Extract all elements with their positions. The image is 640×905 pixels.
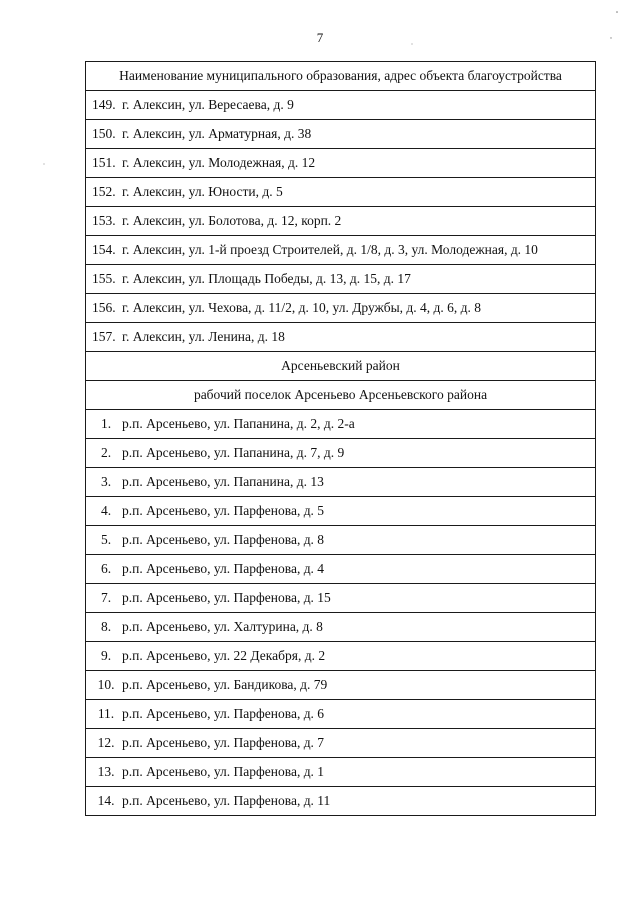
row-address: г. Алексин, ул. Болотова, д. 12, корп. 2 [122, 213, 342, 228]
table-row [86, 787, 596, 816]
row-number: 5. [100, 532, 112, 547]
row-number: 154. [92, 242, 116, 257]
row-number: 2. [100, 445, 112, 460]
row-number: 155. [92, 271, 116, 286]
row-address: г. Алексин, ул. Ленина, д. 18 [122, 329, 285, 344]
row-number: 3. [100, 474, 112, 489]
row-number: 149. [92, 97, 116, 112]
row-number: 11. [97, 706, 115, 721]
row-number: 157. [92, 329, 116, 344]
row-number: 150. [92, 126, 116, 141]
table-row [86, 729, 596, 758]
row-address: р.п. Арсеньево, ул. Папанина, д. 13 [122, 474, 324, 489]
row-address: р.п. Арсеньево, ул. Парфенова, д. 7 [122, 735, 325, 750]
row-number: 8. [100, 619, 112, 634]
row-number: 9. [100, 648, 112, 663]
table-row [86, 410, 596, 439]
scan-speck [43, 163, 44, 164]
table-row [86, 497, 596, 526]
row-number: 6. [100, 561, 112, 576]
row-address: р.п. Арсеньево, ул. Парфенова, д. 15 [122, 590, 331, 605]
table-row [86, 323, 596, 352]
row-address: р.п. Арсеньево, ул. Бандикова, д. 79 [122, 677, 328, 692]
objects-table [85, 61, 596, 816]
row-address: р.п. Арсеньево, ул. Папанина, д. 2, д. 2-а [122, 416, 355, 431]
row-number: 152. [92, 184, 116, 199]
table-row [86, 149, 596, 178]
table-row [86, 584, 596, 613]
table-row [86, 642, 596, 671]
row-address: р.п. Арсеньево, ул. 22 Декабря, д. 2 [122, 648, 326, 663]
row-address: р.п. Арсеньево, ул. Парфенова, д. 5 [122, 503, 325, 518]
table-row [86, 439, 596, 468]
row-address: р.п. Арсеньево, ул. Парфенова, д. 4 [122, 561, 325, 576]
table-header: Наименование муниципального образования, адрес объекта благоустройства [86, 62, 596, 91]
row-number: 13. [97, 764, 115, 779]
table-row [86, 526, 596, 555]
table-row [86, 178, 596, 207]
row-address: г. Алексин, ул. Юности, д. 5 [122, 184, 283, 199]
row-address: р.п. Арсеньево, ул. Папанина, д. 7, д. 9 [122, 445, 345, 460]
table-header-row [86, 62, 596, 91]
row-address: г. Алексин, ул. 1-й проезд Строителей, д. 1/8, д. 3, ул. Молодежная, д. 10 [122, 242, 538, 257]
table-row [86, 468, 596, 497]
table-row [86, 265, 596, 294]
page-number: 7 [316, 30, 324, 45]
row-address: р.п. Арсеньево, ул. Парфенова, д. 8 [122, 532, 325, 547]
table-row [86, 555, 596, 584]
row-number: 12. [97, 735, 115, 750]
table-row [86, 700, 596, 729]
table-row [86, 671, 596, 700]
row-address: р.п. Арсеньево, ул. Парфенова, д. 11 [122, 793, 331, 808]
row-address: г. Алексин, ул. Молодежная, д. 12 [122, 155, 316, 170]
row-number: 10. [97, 677, 115, 692]
row-number: 1. [100, 416, 112, 431]
row-number: 151. [92, 155, 116, 170]
district-row [86, 352, 596, 381]
row-address: р.п. Арсеньево, ул. Халтурина, д. 8 [122, 619, 323, 634]
row-address: р.п. Арсеньево, ул. Парфенова, д. 1 [122, 764, 325, 779]
row-number: 156. [92, 300, 116, 315]
table-row [86, 207, 596, 236]
row-number: 7. [100, 590, 112, 605]
table-row [86, 236, 596, 265]
row-number: 153. [92, 213, 116, 228]
row-number: 14. [97, 793, 115, 808]
scan-speck [616, 11, 618, 13]
table-row [86, 758, 596, 787]
row-address: г. Алексин, ул. Вересаева, д. 9 [122, 97, 294, 112]
row-number: 4. [100, 503, 112, 518]
table-row [86, 294, 596, 323]
table-row [86, 91, 596, 120]
row-address: г. Алексин, ул. Площадь Победы, д. 13, д. 15, д. 17 [122, 271, 411, 286]
row-address: г. Алексин, ул. Арматурная, д. 38 [122, 126, 312, 141]
row-address: г. Алексин, ул. Чехова, д. 11/2, д. 10, ул. Дружбы, д. 4, д. 6, д. 8 [122, 300, 481, 315]
table-row [86, 120, 596, 149]
settlement-heading: рабочий поселок Арсеньево Арсеньевского района [86, 381, 596, 410]
table-row [86, 613, 596, 642]
row-address: р.п. Арсеньево, ул. Парфенова, д. 6 [122, 706, 325, 721]
district-heading: Арсеньевский район [86, 352, 596, 381]
settlement-row [86, 381, 596, 410]
